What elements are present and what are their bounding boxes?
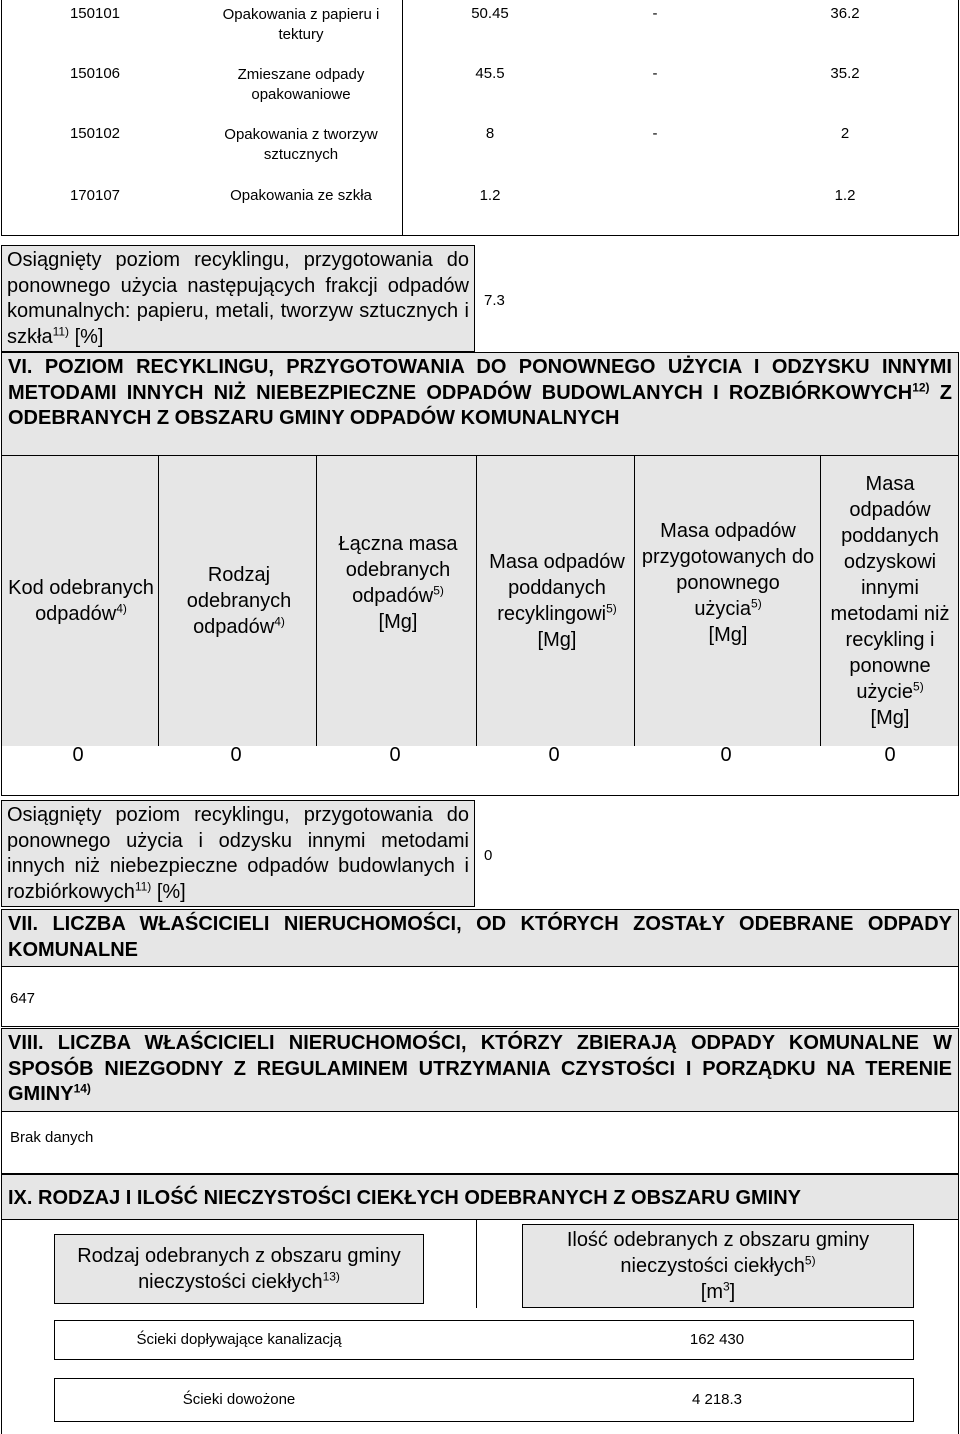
section-vi-table: Kod odebranych odpadów$^{4)}$ Rodzaj odebranych odpadów$^{4)}$ Łączna masa odebranych odpadów$^{5)}$ [Mg] Masa odpadów poddanych recyklingowi$^{5)}$ [Mg] Masa odpadów przygotowanych do ponownego użycia$^{5)}$ [Mg] Masa odpadów poddanych odzyskowi innymi metodami niż recykling i ponowne użycie$^{5)}$ [Mg] 0 0 0 0 0 0 <box>0 456 960 796</box>
column-header: Masa odpadów przygotowanych do ponownego użycia$^{5)}$ [Mg] <box>641 520 815 646</box>
section-vi-title: VI. POZIOM RECYKLINGU, PRZYGOTOWANIA DO PONOWNEGO UŻYCIA I ODZYSKU INNYMI METODAMI INNYCH NIŻ NIEBEZPIECZNE ODPADÓW BUDOWLANYCH I ROZBIÓRKOWYCH$^{12)}$ Z ODEBRANYCH Z OBSZARU GMINY ODPADÓW KOMUNALNYCH <box>1 352 959 456</box>
column-header: Masa odpadów poddanych odzyskowi innymi metodami niż recykling i ponowne użycie$^{5)}$ [Mg] <box>830 473 950 729</box>
table-row: 170107 <box>69 187 121 204</box>
section-vii-value-box <box>1 967 959 1027</box>
table-row: 150101 <box>69 5 121 22</box>
column-header: Kod odebranych odpadów$^{4)}$ <box>8 577 154 625</box>
table-row: Ścieki dopływające kanalizacją 162 430 <box>54 1320 914 1360</box>
section-vii-title: VII. LICZBA WŁAŚCICIELI NIERUCHOMOŚCI, OD KTÓRYCH ZOSTAŁY ODEBRANE ODPADY KOMUNALNE <box>1 909 959 967</box>
construction-recycling-level-label: Osiągnięty poziom recyklingu, przygotowania do ponownego użycia i odzysku innymi metodami innych niż niebezpieczne odpadów budowlanych i rozbiórkowych$^{11)}$ [%] <box>1 800 475 907</box>
construction-recycling-level-value: 0 <box>484 847 493 864</box>
column-header: Masa odpadów poddanych recyklingowi$^{5)}$ [Mg] <box>489 551 625 651</box>
recycling-level-value: 7.3 <box>484 292 505 309</box>
section-ix-title: IX. RODZAJ I ILOŚĆ NIECZYSTOŚCI CIEKŁYCH ODEBRANYCH Z OBSZARU GMINY <box>1 1174 959 1220</box>
recycling-level-label: Osiągnięty poziom recyklingu, przygotowania do ponownego użycia następujących frakcji odpadów komunalnych: papieru, metali, tworzyw sztucznych i szkła$^{11)}$ [%] <box>1 245 475 352</box>
table-row: 150102 <box>69 125 121 142</box>
column-header: Ilość odebranych z obszaru gminy nieczystości ciekłych$^{5)}$ $[m^3]$ <box>566 1229 870 1303</box>
column-header: Łączna masa odebranych odpadów$^{5)}$ [Mg] <box>338 533 458 633</box>
waste-table: 150101 Opakowania z papieru i tektury 50.45 - 36.2 150106 Zmieszane odpady opakowaniowe 45.5 - 35.2 150102 Opakowania z tworzyw sztucznych 8 - 2 170107 Opakowania ze szkła 1.2 1.2 <box>0 0 960 236</box>
column-header: Rodzaj odebranych z obszaru gminy nieczystości ciekłych$^{13)}$ <box>77 1245 401 1293</box>
column-header: Rodzaj odebranych odpadów$^{4)}$ <box>186 564 292 638</box>
noncompliant-owners-value: Brak danych <box>10 1129 94 1146</box>
table-row: 150106 <box>69 65 121 82</box>
table-row: Opakowania z papieru i tektury <box>222 6 380 43</box>
table-row: Ścieki dowożone 4 218.3 <box>54 1378 914 1422</box>
owners-count: 647 <box>10 990 36 1007</box>
section-viii-value-box <box>1 1112 959 1174</box>
liquid-waste-table <box>0 1220 960 1434</box>
table-row: 0 <box>72 744 84 766</box>
section-viii-title: VIII. LICZBA WŁAŚCICIELI NIERUCHOMOŚCI, KTÓRZY ZBIERAJĄ ODPADY KOMUNALNE W SPOSÓB NIEZGODNY Z REGULAMINEM UTRZYMANIA CZYSTOŚCI I PORZĄDKU NA TERENIE GMINY$^{14)}$ <box>1 1028 959 1112</box>
